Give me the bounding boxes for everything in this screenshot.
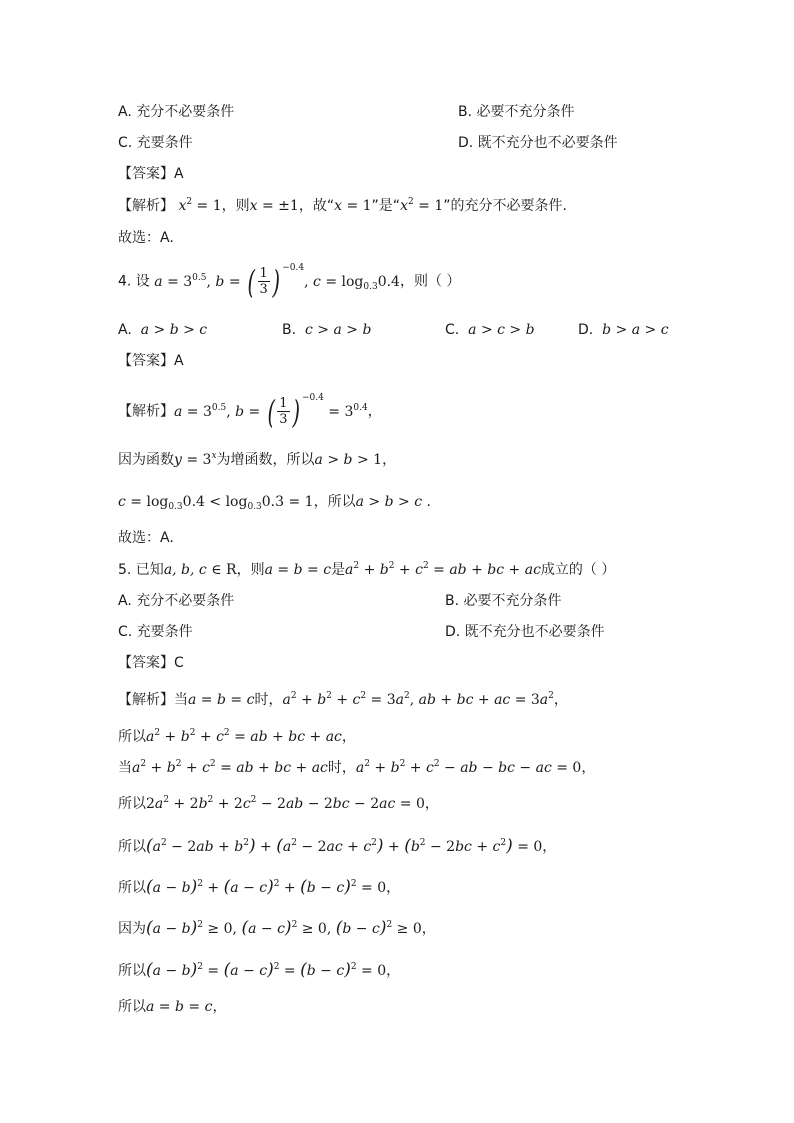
formula: $a^2 + b^2 + c^2$ = ab + bc + ac xyxy=(132,759,328,776)
q4-answer xyxy=(118,351,184,371)
q3-option-a: A. 充分不必要条件 xyxy=(118,104,235,120)
q4-analysis-line3: $c = \log_{0.3}0.4 < \log_{0.3}0.3 = 1$，所以a > b > c . xyxy=(118,494,431,512)
analysis-label: 【解析】 xyxy=(118,198,174,214)
formula: a, b, c ∈ R xyxy=(163,562,237,578)
q5-stem: 5. 已知a, b, c ∈ R，则a = b = c是$a^2 + b^2 + c^2$ = ab + bc + ac成立的（ ） xyxy=(118,561,616,578)
formula: a > c > b xyxy=(468,322,535,338)
q4-analysis-line2: 因为函数$y = 3^x$为增函数，所以a > b > 1， xyxy=(118,451,397,468)
formula: $y = 3^x$ xyxy=(174,451,217,468)
q5-analysis-line3: 当$a^2 + b^2 + c^2$ = ab + bc + ac时，$a^2 + b^2 + c^2$ − ab − bc − ac = 0， xyxy=(118,759,596,776)
formula: a > b > c . xyxy=(355,494,431,510)
q5-analysis-line2: 所以$a^2 + b^2 + c^2$ = ab + bc + ac， xyxy=(118,728,356,745)
formula: c > a > b xyxy=(304,322,372,338)
formula: $x^2 = 1$ xyxy=(178,197,222,214)
formula: a = b = c xyxy=(264,562,332,578)
answer-value: A xyxy=(174,166,184,182)
formula: $(a^2 - 2ab + b^2) + (a^2 - 2ac + c^2) + (b^2 - 2bc + c^2) = 0$ xyxy=(146,836,543,856)
formula: $x^2 = 1$ xyxy=(400,197,444,214)
q5-analysis-line5: 所以$(a^2 - 2ab + b^2) + (a^2 - 2ac + c^2) + (b^2 - 2bc + c^2) = 0$， xyxy=(118,836,557,856)
q4-analysis: 【解析】$a = 3^{0.5}$, b = ( $\frac{1}{3}$ ) $^{-0.4} = 3^{0.4}$， xyxy=(118,392,382,431)
formula: x = 1 xyxy=(334,198,372,214)
q5-answer xyxy=(118,653,184,673)
answer-label: 【答案】 xyxy=(118,655,174,671)
q5-analysis-line1: 【解析】当a = b = c时，$a^2 + b^2 + c^2 = 3a^2$, ab + bc + ac = $3a^2$， xyxy=(118,691,568,708)
q4-stem: 4. 设 $a = 3^{0.5}$, b = ( $\frac{1}{3}$ ) $^{-0.4}$, $c = \log_{0.3}0.4$，则（ ） xyxy=(118,262,461,301)
formula: b > a > c xyxy=(602,322,669,338)
q5-analysis-line8: 所以$(a - b)^2 = (a - c)^2 = (b - c)^2 = 0$， xyxy=(118,960,401,980)
formula: $(a - b)^2 + (a - c)^2 + (b - c)^2 = 0$ xyxy=(146,877,387,897)
formula: a > b > c xyxy=(140,322,208,338)
answer-value: A xyxy=(174,353,184,369)
q3-option-d: D. 既不充分也不必要条件 xyxy=(458,135,618,151)
formula: $a = 3^{0.5}$, b = ( $\frac{1}{3}$ ) $^{-0.4} = 3^{0.4}$ xyxy=(174,392,368,431)
formula: a = b = c xyxy=(146,999,213,1015)
formula: a = b = c xyxy=(188,692,255,708)
q3-option-b: B. 必要不充分条件 xyxy=(458,104,575,120)
formula: $a^2 + b^2 + c^2$ − ab − bc − ac = 0 xyxy=(355,759,582,776)
q5-analysis-line7: 因为$(a - b)^2 \ge 0$, $(a - c)^2 \ge 0$, $(b - c)^2 \ge 0$， xyxy=(118,918,436,938)
formula: $a = 3^{0.5}$, b = ( $\frac{1}{3}$ ) $^{-0.4}$, $c = \log_{0.3}0.4$ xyxy=(154,262,400,301)
formula: $a^2 + b^2 + c^2$ = ab + bc + ac xyxy=(146,728,342,745)
q5-analysis-line4: 所以$2a^2 + 2b^2 + 2c^2 - 2ab - 2bc - 2ac = 0$， xyxy=(118,795,439,812)
q5-analysis-line9: 所以a = b = c， xyxy=(118,999,227,1015)
q3-analysis: 【解析】 $x^2 = 1$，则x = ±1，故“x = 1”是“$x^2 = 1$”的充分不必要条件. xyxy=(118,197,567,214)
q5-analysis-line6: 所以$(a - b)^2 + (a - c)^2 + (b - c)^2 = 0$， xyxy=(118,877,401,897)
q4-option-c: C. a > c > b xyxy=(445,322,535,338)
formula: x = ±1 xyxy=(249,198,299,214)
q4-option-b: B. c > a > b xyxy=(282,322,372,338)
formula: $2a^2 + 2b^2 + 2c^2 - 2ab - 2bc - 2ac = 0$ xyxy=(146,795,425,812)
q3-answer xyxy=(118,164,184,184)
q5-option-c: C. 充要条件 xyxy=(118,624,193,640)
q3-option-c: C. 充要条件 xyxy=(118,135,193,151)
q3-conclusion: 故选：A. xyxy=(118,230,174,246)
formula: $a^2 + b^2 + c^2$ = ab + bc + ac xyxy=(345,561,541,578)
formula: a > b > 1 xyxy=(314,452,383,468)
q5-option-b: B. 必要不充分条件 xyxy=(445,593,562,609)
answer-label: 【答案】 xyxy=(118,353,174,369)
formula: $(a - b)^2 = (a - c)^2 = (b - c)^2 = 0$ xyxy=(146,960,387,980)
formula: $c = \log_{0.3}0.4 < \log_{0.3}0.3 = 1$ xyxy=(118,494,314,512)
formula: $(a - b)^2 \ge 0$, $(a - c)^2 \ge 0$, $(b - c)^2 \ge 0$ xyxy=(146,918,422,938)
analysis-label: 【解析】 xyxy=(118,403,174,420)
answer-label: 【答案】 xyxy=(118,166,174,182)
q5-option-a: A. 充分不必要条件 xyxy=(118,593,235,609)
analysis-label: 【解析】 xyxy=(118,692,174,708)
q4-option-d: D. b > a > c xyxy=(578,322,669,338)
q4-option-a: A. a > b > c xyxy=(118,322,208,338)
q5-option-d: D. 既不充分也不必要条件 xyxy=(445,624,605,640)
answer-value: C xyxy=(174,655,184,671)
formula: $a^2 + b^2 + c^2 = 3a^2$, ab + bc + ac = $3a^2$ xyxy=(282,691,554,708)
q4-conclusion: 故选：A. xyxy=(118,530,174,546)
